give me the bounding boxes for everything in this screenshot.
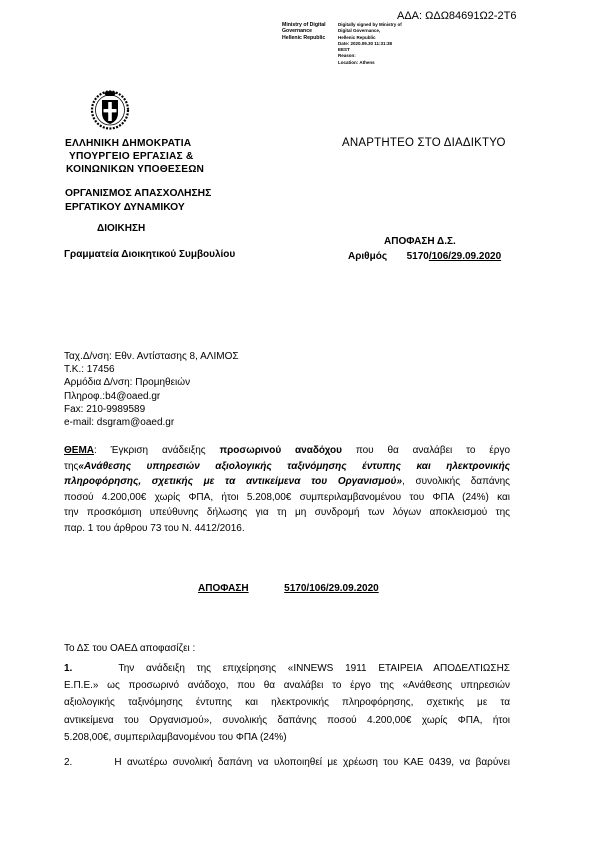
ministry-line: ΥΠΟΥΡΓΕΙΟ ΕΡΓΑΣΙΑΣ &: [69, 151, 194, 162]
subject-text: : Έγκριση ανάδειξης: [94, 445, 220, 456]
decision-title: ΑΠΟΦΑΣΗ Δ.Σ.: [384, 236, 456, 247]
administration-label: ΔΙΟΙΚΗΣΗ: [97, 223, 146, 234]
signature-issuer: [282, 22, 326, 41]
subject-text: την προσκόμιση υπεύθυνης δήλωσης για τη μη συνδρομή των λόγων αποκλεισμού της: [64, 507, 510, 518]
agency-line: ΟΡΓΑΝΙΣΜΟΣ ΑΠΑΣΧΟΛΗΣΗΣ: [65, 188, 212, 199]
signature-detail: Hellenic Republic: [338, 34, 376, 40]
signature-detail: EEST: [338, 47, 350, 53]
signature-line: Ministry of Digital: [282, 22, 326, 28]
board-statement: Το ΔΣ του ΟΑΕΔ αποφασίζει :: [64, 643, 196, 654]
ministry-header: [65, 137, 204, 176]
secretariat-label: Γραμματεία Διοικητικού Συμβουλίου: [64, 249, 236, 260]
greek-emblem-icon: [90, 88, 130, 130]
address-line: Fax: 210-9989589: [64, 403, 146, 415]
agency-line: ΕΡΓΑΤΙΚΟΥ ΔΥΝΑΜΙΚΟΥ: [65, 202, 185, 213]
signature-detail: Date: 2020.09.30 11:31:38: [338, 40, 393, 46]
subject-text: που θα αναλάβει το έργο: [341, 445, 511, 456]
item-text: 5.208,00€, συμπεριλαμβανομένου του ΦΠΑ (24%): [64, 731, 287, 743]
address-line: Πληροφ.:b4@oaed.gr: [64, 390, 161, 402]
decision-heading: [198, 583, 379, 594]
ministry-line: ΚΟΙΝΩΝΙΚΩΝ ΥΠΟΘΕΣΕΩΝ: [66, 164, 205, 175]
item-text: Την ανάδειξη της επιχείρησης «INNEWS 1911 ΕΤΑΙΡΕΙΑ ΑΠΟΔΕΛΤΙΩΣΗΣ: [118, 663, 510, 674]
number-label: Αριθμός: [348, 251, 388, 262]
subject-bold-italic: «Ανάθεσης υπηρεσιών αξιολογικής ταξινόμησης έντυπης και ηλεκτρονικής: [78, 460, 510, 472]
address-line: Αρμόδια Δ/νση: Προμηθειών: [64, 377, 191, 389]
item-number: 1.: [64, 663, 73, 674]
signature-detail: Digitally signed by Ministry of: [338, 22, 402, 27]
signature-detail: Location: Athens: [338, 59, 375, 65]
number-prefix: 5170: [406, 251, 429, 262]
signature-line: Governance: [282, 28, 312, 35]
address-block: [64, 350, 239, 429]
item-text: Ε.Π.Ε.» ως προσωρινό ανάδοχο, που θα αναλάβει το έργο της «Ανάθεσης υπηρεσιών: [64, 680, 510, 692]
agency-header: [65, 187, 211, 215]
subject-text: ποσού 4.200,00€ χωρίς ΦΠΑ, ήτοι 5.208,00€ συμπεριλαμβανομένου του ΦΠΑ (24%) και: [64, 491, 510, 503]
item-text: αξιολογικής ταξινόμησης έντυπης και ηλεκτρονικής πληροφόρησης, σχετικής με τα: [64, 697, 510, 709]
subject-bold: προσωρινού αναδόχου: [219, 445, 342, 456]
item-text: αντικείμενα του Οργανισμού», συνολικής δαπάνης ποσού 4.200,00€ χωρίς ΦΠΑ, ήτοι: [64, 714, 510, 726]
subject-label: ΘΕΜΑ: [64, 445, 94, 456]
decision-item-2: [64, 754, 510, 771]
signature-line: Hellenic Republic: [282, 34, 326, 41]
decision-item-1: [64, 660, 510, 746]
address-line: Τ.Κ.: 17456: [64, 364, 115, 376]
address-line: Ταχ.Δ/νση: Εθν. Αντίστασης 8, ΑΛΙΜΟΣ: [64, 351, 239, 362]
decision-heading-number: 5170/106/29.09.2020: [284, 583, 379, 594]
subject-text: , συνολικής δαπάνης: [402, 476, 510, 487]
subject-text: παρ. 1 του άρθρου 73 του Ν. 4412/2016.: [64, 522, 245, 534]
address-line: e-mail: dsgram@oaed.gr: [64, 417, 175, 429]
ada-code: ΑΔΑ: ΩΔΩ84691Ω2-2Τ6: [397, 10, 517, 22]
number-value: /106/29.09.2020: [428, 251, 502, 262]
signature-details: [338, 22, 402, 66]
signature-detail: Reason:: [338, 53, 356, 59]
subject-paragraph: [64, 443, 510, 536]
ministry-line: ΕΛΛΗΝΙΚΗ ΔΗΜΟΚΡΑΤΙΑ: [65, 138, 192, 149]
publish-notice: ΑΝΑΡΤΗΤΕΟ ΣΤΟ ΔΙΑΔΙΚΤΥΟ: [342, 137, 506, 149]
decision-heading-label: ΑΠΟΦΑΣΗ: [198, 583, 249, 594]
subject-bold-italic: πληροφόρησης, σχετικής με τα αντικείμενα του Οργανισμού»: [64, 476, 403, 487]
signature-detail: Digital Governance,: [338, 28, 381, 34]
item-number: 2.: [64, 757, 73, 768]
item-text: Η ανωτέρω συνολική δαπάνη να υλοποιηθεί με χρέωση του ΚΑΕ 0439, να βαρύνει: [114, 757, 510, 768]
subject-text: της: [64, 460, 79, 472]
decision-number: [348, 251, 501, 262]
